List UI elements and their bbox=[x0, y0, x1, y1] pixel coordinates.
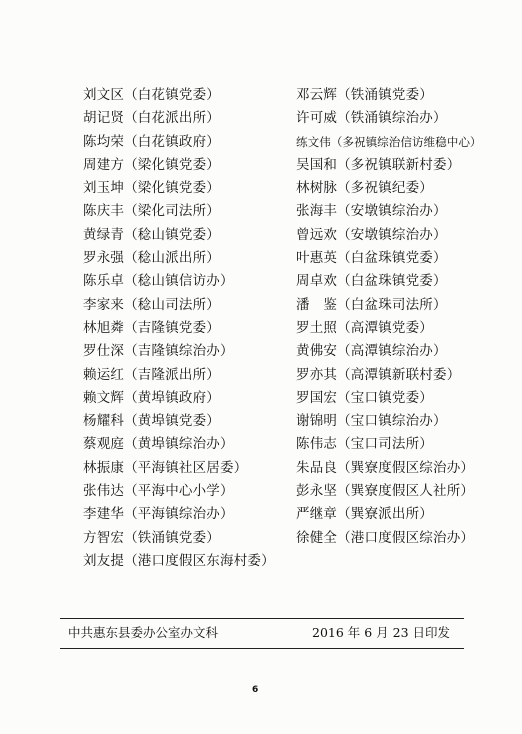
name-entry bbox=[296, 131, 496, 154]
person-name: 胡记贤 bbox=[83, 110, 125, 127]
footer-date: 2016 年 6 月 23 日印发 bbox=[312, 625, 451, 640]
footer-rule-top bbox=[60, 618, 464, 619]
organization: （稔山派出所） bbox=[124, 250, 221, 267]
organization: （稔山镇党委） bbox=[124, 226, 221, 243]
person-name: 张海丰 bbox=[296, 203, 338, 220]
person-name: 黄绿青 bbox=[83, 226, 125, 243]
person-name: 张伟达 bbox=[83, 483, 125, 500]
organization: （平海中心小学） bbox=[124, 483, 234, 500]
person-name: 罗亦其 bbox=[296, 366, 338, 383]
person-name: 黄佛安 bbox=[296, 343, 338, 360]
name-entry bbox=[296, 387, 496, 410]
person-name: 林旭粦 bbox=[83, 319, 125, 336]
organization: （巽寮度假区人社所） bbox=[337, 483, 475, 500]
organization: （巽寮派出所） bbox=[337, 506, 434, 523]
name-entry bbox=[83, 177, 273, 200]
person-name: 练文伟 bbox=[296, 134, 331, 149]
person-name: 陈庆丰 bbox=[83, 203, 125, 220]
organization: （梁化司法所） bbox=[124, 203, 221, 220]
name-entry bbox=[83, 410, 273, 433]
name-entry bbox=[83, 503, 273, 526]
name-entry bbox=[296, 84, 496, 107]
organization: （铁涌镇综治办） bbox=[337, 110, 447, 127]
name-entry bbox=[83, 247, 273, 270]
organization: （高潭镇新联村委） bbox=[337, 366, 461, 383]
name-entry bbox=[83, 224, 273, 247]
organization: （白花派出所） bbox=[124, 110, 221, 127]
name-entry bbox=[296, 457, 496, 480]
organization: （稔山镇信访办） bbox=[124, 273, 234, 290]
name-entry bbox=[296, 480, 496, 503]
person-name: 罗永强 bbox=[83, 250, 125, 267]
organization: （黄埠镇党委） bbox=[124, 413, 221, 430]
organization: （宝口司法所） bbox=[337, 436, 434, 453]
name-entry bbox=[83, 200, 273, 223]
person-name: 李家来 bbox=[83, 296, 125, 313]
name-entry bbox=[83, 107, 273, 130]
person-name: 朱品良 bbox=[296, 459, 338, 476]
organization: （港口度假区综治办） bbox=[337, 529, 475, 546]
organization: （白盆珠镇党委） bbox=[337, 250, 447, 267]
name-entry bbox=[296, 107, 496, 130]
name-entry bbox=[83, 480, 273, 503]
person-name: 李建华 bbox=[83, 506, 125, 523]
name-entry bbox=[296, 154, 496, 177]
person-name: 陈均荣 bbox=[83, 133, 125, 150]
person-name: 刘玉坤 bbox=[83, 180, 125, 197]
organization: （白盆珠司法所） bbox=[337, 296, 447, 313]
name-entry bbox=[296, 527, 496, 550]
person-name: 邓云辉 bbox=[296, 87, 338, 103]
name-entry bbox=[296, 317, 496, 340]
name-entry bbox=[296, 200, 496, 223]
person-name: 潘 鉴 bbox=[296, 296, 338, 313]
person-name: 方智宏 bbox=[83, 529, 125, 546]
name-entry bbox=[83, 84, 273, 107]
name-entry bbox=[83, 294, 273, 317]
organization: （铁涌镇党委） bbox=[337, 87, 434, 103]
name-entry bbox=[296, 247, 496, 270]
name-entry bbox=[83, 131, 273, 154]
organization: （吉隆镇党委） bbox=[124, 319, 221, 336]
person-name: 彭永坚 bbox=[296, 483, 338, 500]
organization: （梁化镇党委） bbox=[124, 156, 221, 173]
organization: （铁涌镇党委） bbox=[124, 529, 221, 546]
person-name: 刘友提 bbox=[83, 552, 125, 569]
name-entry bbox=[83, 550, 273, 573]
person-name: 陈伟志 bbox=[296, 436, 338, 453]
organization: （黄埠镇政府） bbox=[124, 389, 221, 406]
organization: （白花镇政府） bbox=[124, 133, 221, 150]
organization: （多祝镇纪委） bbox=[337, 180, 434, 197]
person-name: 刘文区 bbox=[83, 87, 125, 103]
organization: （宝口镇综治办） bbox=[337, 413, 447, 430]
name-entry bbox=[83, 387, 273, 410]
name-entry bbox=[83, 270, 273, 293]
organization: （高潭镇党委） bbox=[337, 319, 434, 336]
name-list-right bbox=[296, 84, 496, 550]
organization: （巽寮度假区综治办） bbox=[337, 459, 475, 476]
name-entry bbox=[296, 294, 496, 317]
footer-rule-bottom bbox=[60, 648, 464, 649]
person-name: 林树脉 bbox=[296, 180, 338, 197]
person-name: 蔡观庭 bbox=[83, 436, 125, 453]
page-number: 6 bbox=[252, 685, 259, 695]
person-name: 罗仕深 bbox=[83, 343, 125, 360]
person-name: 徐健全 bbox=[296, 529, 338, 546]
name-entry bbox=[83, 433, 273, 456]
person-name: 吴国和 bbox=[296, 156, 338, 173]
person-name: 罗国宏 bbox=[296, 389, 338, 406]
person-name: 陈乐卓 bbox=[83, 273, 125, 290]
person-name: 严继章 bbox=[296, 506, 338, 523]
name-entry bbox=[83, 317, 273, 340]
organization: （平海镇综治办） bbox=[124, 506, 234, 523]
name-list-left bbox=[83, 84, 273, 573]
organization: （稔山司法所） bbox=[124, 296, 221, 313]
organization: （吉隆派出所） bbox=[124, 366, 221, 383]
organization: （安墩镇综治办） bbox=[337, 226, 447, 243]
organization: （平海镇社区居委） bbox=[124, 459, 248, 476]
organization: （白盆珠镇党委） bbox=[337, 273, 447, 290]
organization: （多祝镇综治信访维稳中心） bbox=[330, 134, 482, 149]
person-name: 赖运红 bbox=[83, 366, 125, 383]
organization: （高潭镇综治办） bbox=[337, 343, 447, 360]
organization: （梁化镇党委） bbox=[124, 180, 221, 197]
person-name: 叶惠英 bbox=[296, 250, 338, 267]
footer-issuer: 中共惠东县委办公室办文科 bbox=[68, 625, 219, 640]
person-name: 许可威 bbox=[296, 110, 338, 127]
organization: （吉隆镇综治办） bbox=[124, 343, 234, 360]
person-name: 罗土照 bbox=[296, 319, 338, 336]
organization: （黄埠镇综治办） bbox=[124, 436, 234, 453]
name-entry bbox=[296, 177, 496, 200]
name-entry bbox=[83, 340, 273, 363]
organization: （港口度假区东海村委） bbox=[124, 552, 275, 569]
name-entry bbox=[296, 224, 496, 247]
name-entry bbox=[296, 433, 496, 456]
person-name: 谢锦明 bbox=[296, 413, 338, 430]
name-entry bbox=[296, 270, 496, 293]
organization: （安墩镇综治办） bbox=[337, 203, 447, 220]
person-name: 周建方 bbox=[83, 156, 125, 173]
person-name: 杨耀科 bbox=[83, 413, 125, 430]
name-entry bbox=[296, 364, 496, 387]
person-name: 林振康 bbox=[83, 459, 125, 476]
name-entry bbox=[296, 503, 496, 526]
name-entry bbox=[83, 457, 273, 480]
person-name: 曾远欢 bbox=[296, 226, 338, 243]
person-name: 周卓欢 bbox=[296, 273, 338, 290]
name-entry bbox=[83, 364, 273, 387]
organization: （白花镇党委） bbox=[124, 87, 221, 103]
organization: （多祝镇联新村委） bbox=[337, 156, 461, 173]
name-entry bbox=[296, 340, 496, 363]
person-name: 赖文辉 bbox=[83, 389, 125, 406]
name-entry bbox=[296, 410, 496, 433]
organization: （宝口镇党委） bbox=[337, 389, 434, 406]
name-entry bbox=[83, 154, 273, 177]
name-entry bbox=[83, 527, 273, 550]
